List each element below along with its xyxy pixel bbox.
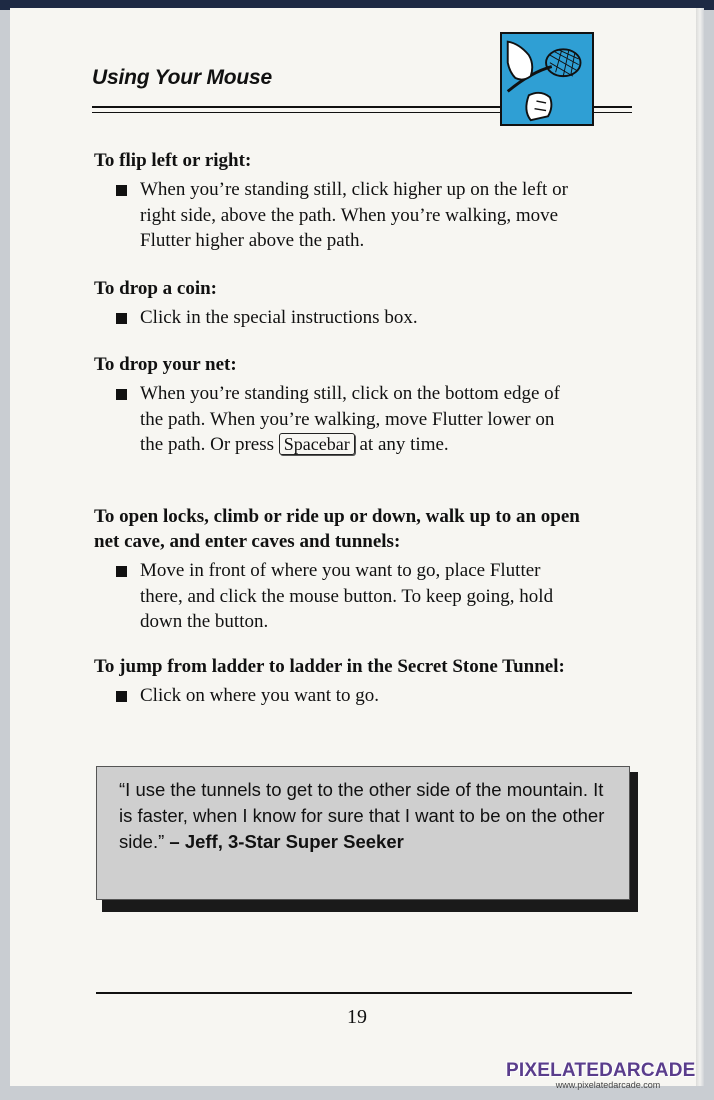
player-quote-box <box>96 766 630 900</box>
quote-attribution: – Jeff, 3-Star Super Seeker <box>169 831 404 852</box>
section-drop-net <box>94 352 564 458</box>
bullet-square-icon <box>116 389 127 400</box>
bullet-square-icon <box>116 691 127 702</box>
list-item <box>94 558 584 635</box>
item-text: Click in the special instructions box. <box>140 307 418 328</box>
section-flip <box>94 148 574 254</box>
item-text: Click on where you want to go. <box>140 685 380 706</box>
section-heading: To jump from ladder to ladder in the Secret Stone Tunnel: <box>94 656 565 677</box>
item-text-after-key: at any time. <box>359 434 449 455</box>
list-item <box>94 381 564 458</box>
list-item <box>94 683 574 709</box>
hand-net-logo-icon <box>500 32 594 126</box>
bullet-square-icon <box>116 185 127 196</box>
section-heading: To drop your net: <box>94 354 237 375</box>
section-jump-ladder <box>94 654 574 709</box>
bullet-square-icon <box>116 566 127 577</box>
section-heading: To open locks, climb or ride up or down, walk up to an open net cave, and enter caves and tunnels: <box>94 506 580 552</box>
page-number: 19 <box>347 1006 367 1028</box>
item-text: When you’re standing still, click on the bottom edge of the path. When you’re walking, move Flutter lower on the path. Or press <box>140 383 561 455</box>
section-heading: To flip left or right: <box>94 150 252 171</box>
list-item <box>94 305 574 331</box>
list-item <box>94 177 574 254</box>
watermark <box>506 1060 710 1090</box>
bullet-square-icon <box>116 313 127 324</box>
page-edge <box>696 8 704 1086</box>
page-header-title: Using Your Mouse <box>92 66 272 89</box>
watermark-brand: PIXELATEDARCADE <box>506 1060 696 1081</box>
item-text: Move in front of where you want to go, place Flutter there, and click the mouse button. To keep going, hold down the button. <box>140 560 554 632</box>
section-heading: To drop a coin: <box>94 278 218 299</box>
section-drop-coin <box>94 276 574 331</box>
item-text: When you’re standing still, click higher up on the left or right side, above the path. When you’re walking, move Flutter higher above the path. <box>140 179 568 251</box>
quote-text: “I use the tunnels to get to the other side of the mountain. It is faster, when I know for sure that I want to be on the other side.” <box>119 779 605 852</box>
spacebar-key: Spacebar <box>279 433 355 455</box>
footer-rule <box>96 992 632 994</box>
section-open-locks <box>94 504 584 635</box>
watermark-url: www.pixelatedarcade.com <box>555 1080 661 1090</box>
